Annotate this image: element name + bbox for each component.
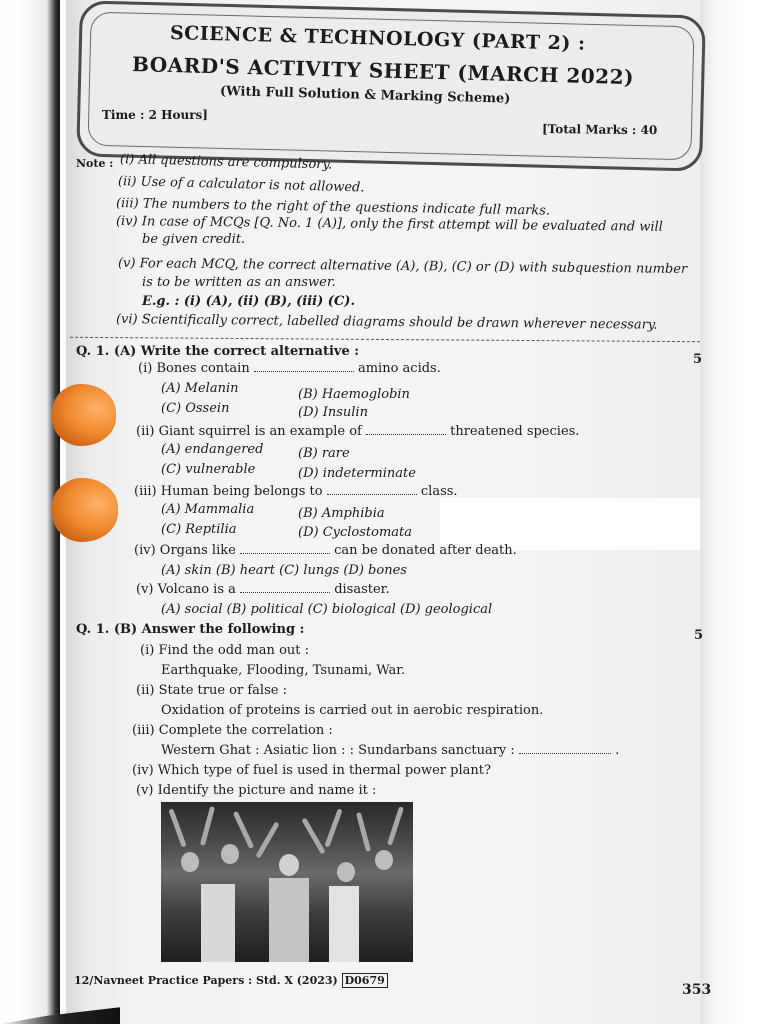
footer-code: D0679 (342, 973, 388, 988)
q1b-item-sub: Earthquake, Flooding, Tsunami, War. (161, 663, 406, 678)
q1b-item-sub: Oxidation of proteins is carried out in aerobic respiration. (161, 703, 544, 718)
q1b-heading: Q. 1. (B) Answer the following : (76, 622, 305, 637)
q1b-item-sub: Western Ghat : Asiatic lion : : Sundarbans sanctuary : . (161, 743, 620, 758)
note-item: (vi) Scientifically correct, labelled diagrams should be drawn wherever necessary. (115, 312, 658, 333)
mcq-option: (B) Amphibia (298, 506, 385, 521)
q1b-item: (iii) Complete the correlation : (132, 723, 333, 738)
note-item: (ii) Use of a calculator is not allowed. (117, 174, 365, 196)
q1a-heading: Q. 1. (A) Write the correct alternative : (76, 344, 360, 359)
q1b-item: (ii) State true or false : (136, 683, 287, 698)
note-item-continued: is to be written as an answer. (142, 275, 336, 290)
mcq-option: (C) vulnerable (161, 462, 256, 477)
mcq-question: (i) Bones contain amino acids. (138, 361, 441, 376)
mcq-option: (D) indeterminate (298, 466, 416, 481)
title-line-2: BOARD'S ACTIVITY SHEET (MARCH 2022) (131, 52, 635, 90)
note-label: Note : (76, 157, 114, 170)
mcq-options-inline: (A) skin (B) heart (C) lungs (D) bones (161, 563, 407, 578)
mcq-option: (B) rare (298, 446, 350, 461)
mcq-option: (D) Insulin (298, 405, 368, 420)
note-item: (iv) In case of MCQs [Q. No. 1 (A)], only the first attempt will be evaluated and will (115, 214, 663, 235)
title-line-1: SCIENCE & TECHNOLOGY (PART 2) : (169, 22, 586, 55)
mcq-option: (D) Cyclostomata (298, 525, 413, 540)
mcq-option: (C) Ossein (161, 401, 230, 416)
page-number: 353 (682, 982, 712, 998)
note-item-continued: be given credit. (142, 232, 246, 247)
mcq-option: (A) endangered (161, 442, 264, 457)
q1b-item: (i) Find the odd man out : (140, 643, 310, 658)
note-item: (v) For each MCQ, the correct alternative (A), (B), (C) or (D) with subquestion number (117, 256, 688, 277)
total-marks: [Total Marks : 40 (541, 122, 658, 138)
note-item: (iii) The numbers to the right of the questions indicate full marks. (115, 196, 551, 219)
protest-crowd-photo (161, 802, 413, 962)
q1b-item: (iv) Which type of fuel is used in thermal power plant? (132, 763, 491, 778)
note-example: E.g. : (i) (A), (ii) (B), (iii) (C). (142, 294, 355, 309)
q1b-marks: 5 (694, 628, 704, 643)
q1b-item: (v) Identify the picture and name it : (136, 783, 377, 798)
mcq-question: (v) Volcano is a disaster. (136, 582, 390, 597)
note-item: (i) All questions are compulsory. (119, 152, 333, 173)
section-divider (70, 337, 700, 342)
mcq-option: (A) Melanin (161, 381, 239, 396)
mcq-option: (C) Reptilia (161, 522, 237, 537)
mcq-question: (iii) Human being belongs to class. (134, 484, 458, 499)
mcq-question: (ii) Giant squirrel is an example of threatened species. (136, 424, 580, 439)
mcq-option: (B) Haemoglobin (298, 387, 410, 402)
subtitle: (With Full Solution & Marking Scheme) (219, 84, 511, 107)
q1a-marks: 5 (693, 352, 703, 367)
mcq-options-inline: (A) social (B) political (C) biological (D) geological (161, 602, 493, 617)
mcq-question: (iv) Organs like can be donated after death. (134, 543, 517, 558)
time-label: Time : 2 Hours] (102, 108, 208, 122)
mcq-option: (A) Mammalia (161, 502, 255, 517)
footer-text: 12/Navneet Practice Papers : Std. X (2023) D0679 (74, 974, 388, 987)
